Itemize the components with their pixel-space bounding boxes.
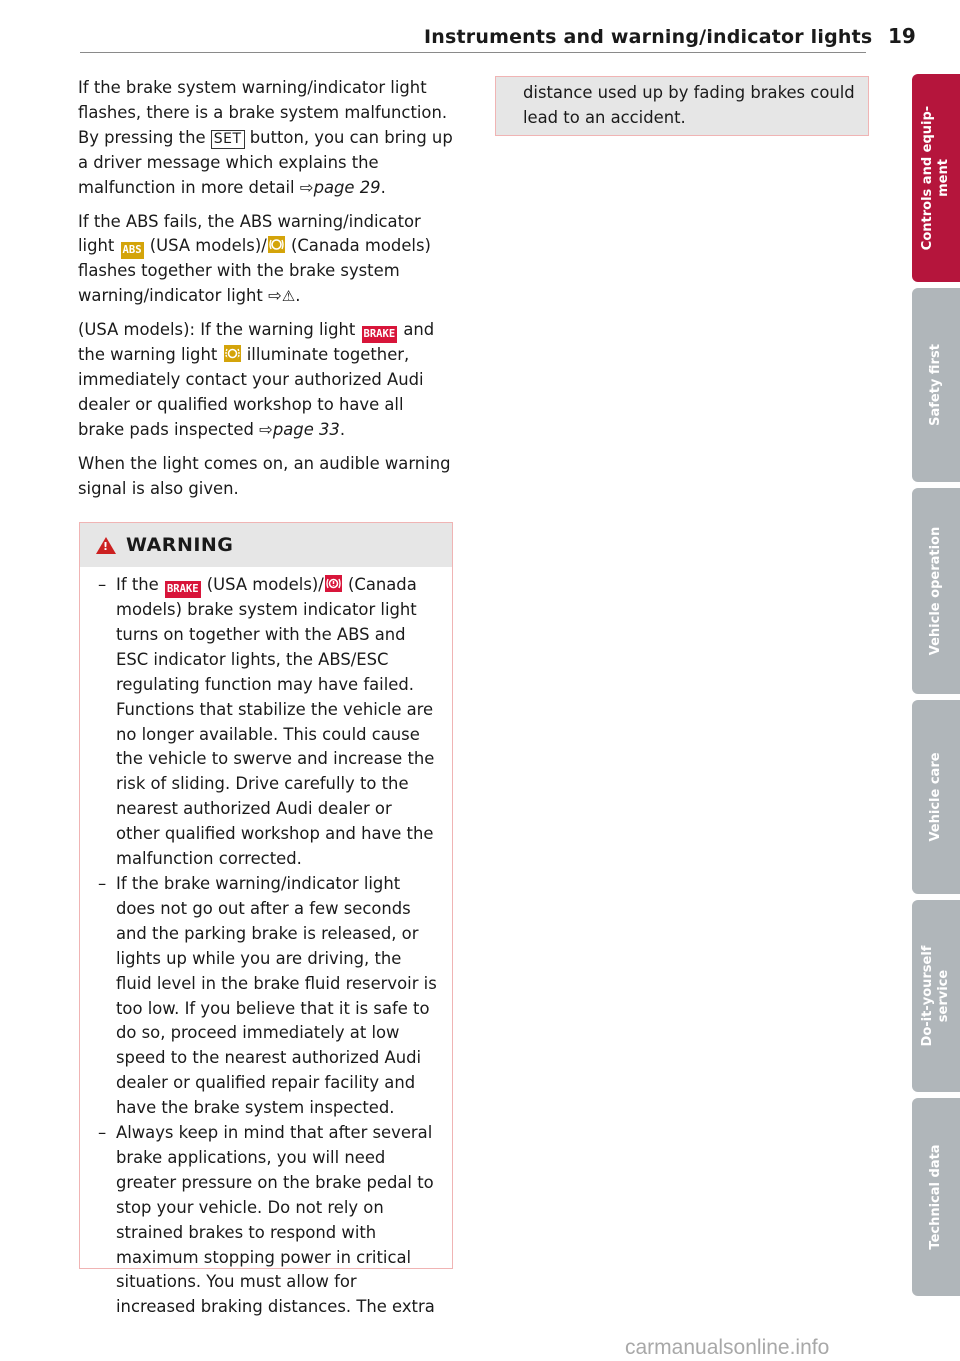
brake-warning-icon: BRAKE	[165, 581, 201, 598]
paragraph-brake-pads: (USA models): If the warning light BRAKE and the warning light illuminate together, immediately contact your authorized Audi dealer or qualified workshop to have all brake pads inspected ⇨page 33.	[78, 320, 435, 439]
tab-controls-and-equipment[interactable]	[912, 74, 960, 282]
arrow-right-icon: ⇨	[259, 419, 273, 439]
watermark: carmanualsonline.info	[625, 1336, 830, 1359]
page-reference-link[interactable]: page 33	[272, 419, 340, 439]
warning-continuation-box	[495, 76, 869, 136]
paragraph-audible-signal: When the light comes on, an audible warning signal is also given.	[78, 453, 451, 498]
abs-canada-warning-icon	[268, 236, 285, 253]
tab-vehicle-operation[interactable]	[912, 488, 960, 694]
list-item: – If the brake warning/indicator light does not go out after a few seconds and the parking brake is released, or lights up while you are driving, the fluid level in the brake fluid reservoir is too low. If you believe that it is safe to do so, proceed immediately at low speed to the nearest authorized Audi dealer or qualified repair facility and have the brake system inspected.	[96, 872, 438, 1121]
arrow-right-icon: ⇨	[299, 177, 314, 197]
page-title: Instruments and warning/indicator lights	[424, 26, 873, 48]
set-button-label: SET	[211, 130, 245, 149]
abs-warning-icon: ABS	[121, 242, 144, 259]
list-item: – If the BRAKE (USA models)/ (Canada models) brake system indicator light turns on together with the ABS and ESC indicator lights, the ABS/ESC regulating function may have failed. Functions that stabilize the vehicle are no longer available. This could cause the vehicle to swerve and increase the risk of sliding. Drive carefully to the nearest authorized Audi dealer or other qualified workshop and have the malfunction corrected.	[96, 573, 438, 872]
warning-label: WARNING	[126, 534, 234, 556]
paragraph-brake-malfunction: If the brake system warning/indicator light flashes, there is a brake system malfunction. By pressing the SET button, you can bring up a driver message which explains the malfunction in more detail ⇨page 29.	[78, 78, 453, 197]
left-column	[78, 76, 454, 511]
warning-header	[80, 523, 452, 567]
warning-box	[79, 522, 453, 1317]
brake-canada-warning-icon	[325, 575, 342, 592]
header-divider	[80, 52, 866, 53]
tab-label: Vehicle operation	[928, 526, 943, 656]
tab-do-it-yourself-service[interactable]	[912, 900, 960, 1092]
brake-pad-warning-icon	[224, 345, 241, 362]
arrow-right-icon: ⇨	[268, 286, 282, 306]
warning-triangle-icon: ⚠	[281, 287, 296, 306]
warning-triangle-icon: !	[96, 537, 116, 554]
tab-label: Controls and equip- ment	[920, 105, 951, 251]
list-item: – Always keep in mind that after several brake applications, you will need greater pressure on the brake pedal to stop your vehicle. Do not rely on strained brakes to respond with maximum stopping power in critical situations. You must allow for increased braking distances. The extra	[96, 1121, 438, 1320]
continuation-text: distance used up by fading brakes could lead to an accident.	[523, 83, 855, 127]
tab-label: Do-it-yourself service	[920, 945, 951, 1047]
tab-label: Vehicle care	[928, 752, 943, 842]
tab-label: Technical data	[928, 1144, 943, 1250]
tab-vehicle-care[interactable]	[912, 700, 960, 894]
tab-technical-data[interactable]	[912, 1098, 960, 1296]
brake-warning-icon: BRAKE	[362, 326, 398, 343]
warning-list	[80, 567, 452, 1320]
tab-safety-first[interactable]	[912, 288, 960, 482]
page-number: 19	[888, 24, 916, 48]
tab-label: Safety first	[928, 344, 943, 426]
page-reference-link[interactable]: page 29	[313, 177, 381, 197]
paragraph-abs-failure: If the ABS fails, the ABS warning/indicator light ABS (USA models)/ (Canada models) flashes together with the brake system warning/indicator light ⇨⚠.	[78, 211, 431, 306]
